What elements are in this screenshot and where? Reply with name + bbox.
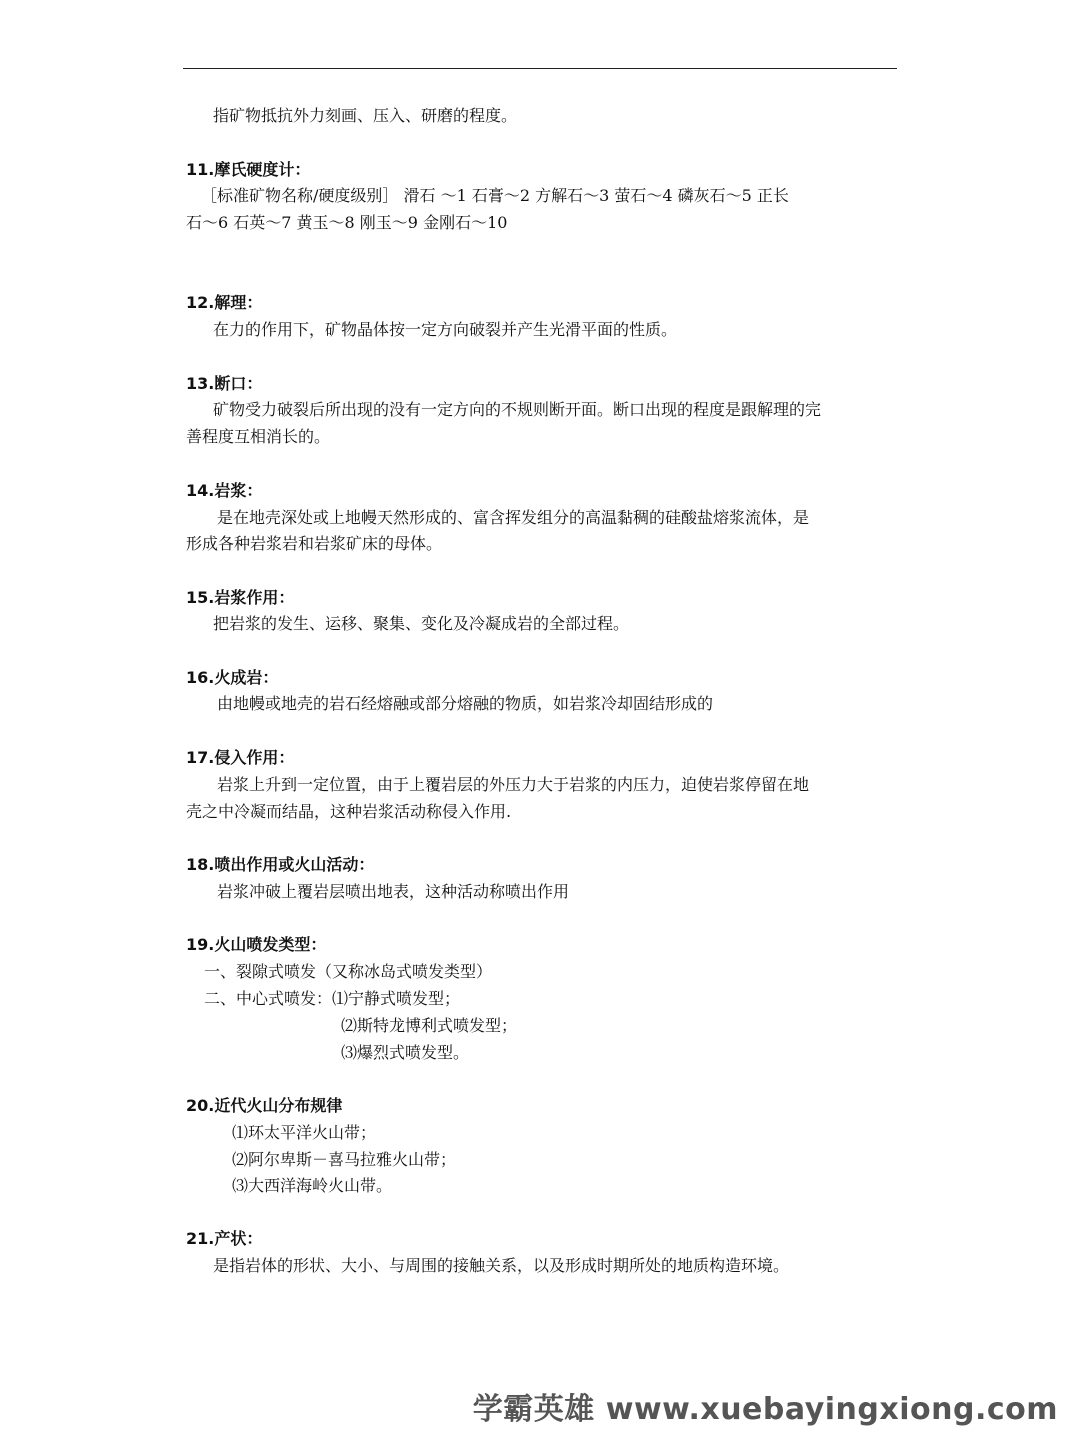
section-14-line-2: 形成各种岩浆岩和岩浆矿床的母体。 <box>186 534 443 553</box>
section-19-line-3: ⑵斯特龙博利式喷发型； <box>341 1016 518 1035</box>
section-12-line-1: 在力的作用下，矿物晶体按一定方向破裂并产生光滑平面的性质。 <box>213 320 678 339</box>
section-13-line-2: 善程度互相消长的。 <box>186 427 331 446</box>
section-19-line-1: 一、裂隙式喷发（又称冰岛式喷发类型） <box>204 962 493 981</box>
section-19-heading: 19.火山喷发类型： <box>186 935 327 954</box>
section-20-line-3: ⑶大西洋海岭火山带。 <box>232 1176 393 1195</box>
section-20-line-1: ⑴环太平洋火山带； <box>232 1123 377 1142</box>
section-20-heading: 20.近代火山分布规律 <box>186 1096 343 1115</box>
section-19-line-4: ⑶爆烈式喷发型。 <box>341 1043 470 1062</box>
section-15-line-1: 把岩浆的发生、运移、聚集、变化及冷凝成岩的全部过程。 <box>213 614 630 633</box>
section-13-line-1: 矿物受力破裂后所出现的没有一定方向的不规则断开面。断口出现的程度是跟解理的完 <box>213 400 822 419</box>
section-17-line-1: 岩浆上升到一定位置，由于上覆岩层的外压力大于岩浆的内压力，迫使岩浆停留在地 <box>217 775 810 794</box>
section-16-line-1: 由地幔或地壳的岩石经熔融或部分熔融的物质，如岩浆冷却固结形成的 <box>217 694 714 713</box>
section-20-line-2: ⑵阿尔卑斯－喜马拉雅火山带； <box>232 1150 457 1169</box>
watermark-text: 学霸英雄 www.xuebayingxiong.com <box>472 1392 1058 1427</box>
section-17-heading: 17.侵入作用： <box>186 748 295 767</box>
section-11-heading: 11.摩氏硬度计： <box>186 160 311 179</box>
section-14-line-1: 是在地壳深处或上地幔天然形成的、富含挥发组分的高温黏稠的硅酸盐熔浆流体，是 <box>217 508 810 527</box>
section-12-heading: 12.解理： <box>186 293 263 312</box>
header-rule <box>183 68 897 69</box>
section-11-line-2: 石～6 石英～7 黄玉～8 刚玉～9 金刚石～10 <box>186 213 508 232</box>
section-17-line-2: 壳之中冷凝而结晶，这种岩浆活动称侵入作用. <box>186 802 512 821</box>
section-21-heading: 21.产状： <box>186 1229 263 1248</box>
intro-line: 指矿物抵抗外力刻画、压入、研磨的程度。 <box>213 106 518 125</box>
section-19-line-2: 二、中心式喷发：⑴宁静式喷发型； <box>204 989 461 1008</box>
section-18-line-1: 岩浆冲破上覆岩层喷出地表，这种活动称喷出作用 <box>217 882 570 901</box>
section-13-heading: 13.断口： <box>186 374 263 393</box>
section-11-line-1: ［标准矿物名称/硬度级别］ 滑石 ～1 石膏～2 方解石～3 萤石～4 磷灰石～5 正长 <box>201 186 789 205</box>
section-18-heading: 18.喷出作用或火山活动： <box>186 855 375 874</box>
section-21-line-1: 是指岩体的形状、大小、与周围的接触关系，以及形成时期所处的地质构造环境。 <box>213 1256 790 1275</box>
section-14-heading: 14.岩浆： <box>186 481 263 500</box>
section-15-heading: 15.岩浆作用： <box>186 588 295 607</box>
section-16-heading: 16.火成岩： <box>186 668 279 687</box>
